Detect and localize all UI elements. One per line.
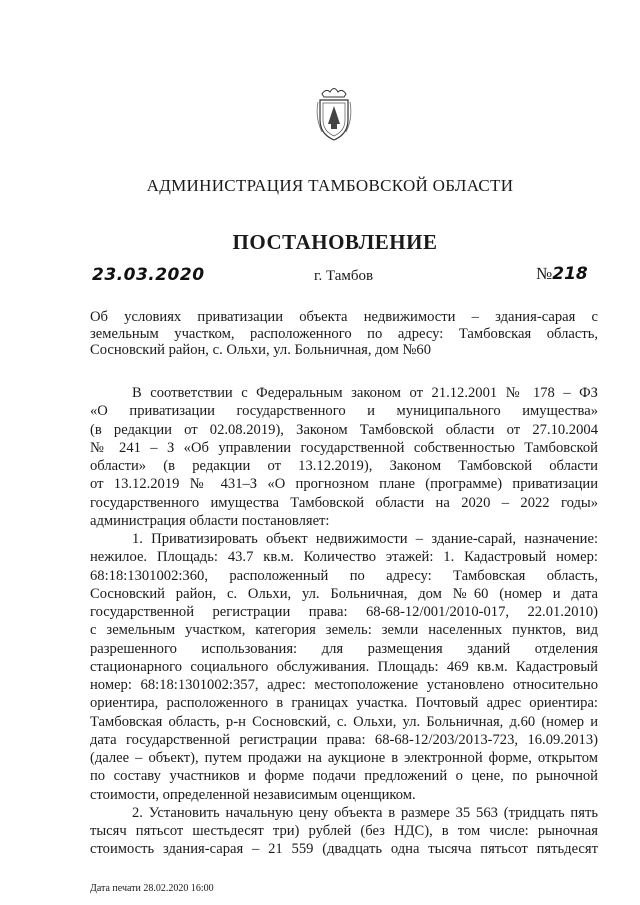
number-prefix: № bbox=[536, 264, 553, 283]
body-line: с земельным участком, категория земель: земли населенных пунктов, вид bbox=[90, 622, 598, 639]
document-body bbox=[90, 384, 598, 859]
organization-name: АДМИНИСТРАЦИЯ ТАМБОВСКОЙ ОБЛАСТИ bbox=[146, 176, 514, 195]
body-line: разрешенного использования: для размещения зданий отделения bbox=[90, 640, 598, 657]
subject-line: Сосновский район, с. Ольхи, ул. Больничная, дом №60 bbox=[90, 342, 432, 358]
body-line: стационарного социального обслуживания. Площадь: 469 кв.м. Кадастровый bbox=[90, 658, 598, 675]
subject-line: Об условиях приватизации объекта недвижимости – здания-сарая с bbox=[90, 309, 598, 325]
body-line: 1. Приватизировать объект недвижимости – здание-сарай, назначение: bbox=[132, 531, 598, 547]
print-date: Дата печати 28.02.2020 16:00 bbox=[90, 883, 214, 894]
document-subject bbox=[90, 309, 598, 359]
body-line: стоимости, определенной независимым оценщиком. bbox=[90, 786, 416, 803]
body-line: ориентира, расположенного в границах участка. Почтовый адрес ориентира: bbox=[90, 695, 598, 712]
body-line: государственной регистрации права: 68-68-12/001/2010-017, 22.01.2010) bbox=[90, 604, 598, 620]
body-line: Сосновский район, с. Ольхи, ул. Больничная, дом №60 (номер и дата bbox=[90, 585, 598, 602]
body-line: 2. Установить начальную цену объекта в размере 35 563 (тридцать пять bbox=[132, 804, 598, 821]
body-line: дата государственной регистрации права: 68-68-12/203/2013-723, 16.09.2013) bbox=[90, 731, 598, 748]
body-line: администрация области постановляет: bbox=[90, 512, 330, 529]
city: г. Тамбов bbox=[314, 268, 374, 284]
body-line: 68:18:1301002:360, расположенный по адресу: Тамбовская область, bbox=[90, 567, 598, 584]
body-line: области» (в редакции от 13.12.2019), Законом Тамбовской области bbox=[90, 458, 598, 474]
body-line: (далее – объект), путем продажи на аукционе в электронной форме, открытом bbox=[90, 750, 598, 766]
body-line: Тамбовская область, р-н Сосновский, с. Ольхи, ул. Больничная, д.60 (номер и bbox=[90, 713, 598, 730]
document-number bbox=[536, 264, 588, 284]
body-line: тысяч пятьсот шестьдесят три) рублей (без НДС), в том числе: рыночная bbox=[90, 823, 598, 839]
body-line: (в редакции от 02.08.2019), Законом Тамбовской области от 27.10.2004 bbox=[90, 421, 598, 438]
body-line: государственного имущества Тамбовской области на 2020 – 2022 годы» bbox=[90, 494, 598, 511]
body-line: № 241 – З «Об управлении государственной собственностью Тамбовской bbox=[90, 439, 598, 456]
body-line: нежилое. Площадь: 43.7 кв.м. Количество этажей: 1. Кадастровый номер: bbox=[90, 549, 598, 566]
handwritten-number: 218 bbox=[552, 264, 588, 284]
tambov-coat-of-arms-icon bbox=[314, 84, 354, 144]
document-type: ПОСТАНОВЛЕНИЕ bbox=[232, 230, 438, 254]
body-line: В соответствии с Федеральным законом от 21.12.2001 № 178 – ФЗ bbox=[132, 385, 598, 401]
body-line: номер: 68:18:1301002:357, адрес: местоположение установлено относительно bbox=[90, 677, 598, 693]
body-line: от 13.12.2019 № 431–З «О прогнозном плане (программе) приватизации bbox=[90, 476, 598, 493]
body-line: «О приватизации государственного и муниципального имущества» bbox=[90, 403, 598, 420]
body-line: по составу участников и форме подачи предложений о цене, по рыночной bbox=[90, 768, 598, 785]
handwritten-date: 23.03.2020 bbox=[92, 265, 205, 285]
body-line: стоимость здания-сарая – 21 559 (двадцать одна тысяча пятьсот пятьдесят bbox=[90, 841, 598, 858]
subject-line: земельным участком, расположенного по адресу: Тамбовская область, bbox=[90, 325, 598, 342]
